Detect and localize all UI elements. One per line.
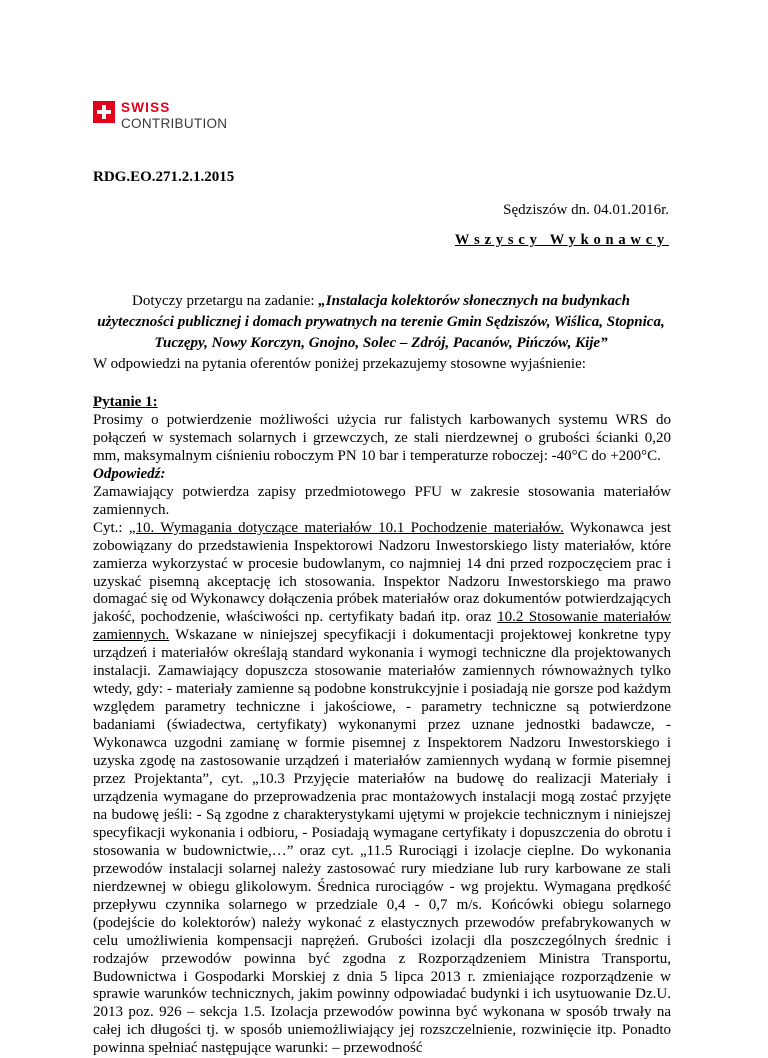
qa-body [93, 394, 671, 1058]
logo-text-contribution: CONTRIBUTION [121, 116, 228, 131]
section-10-heading: „10. Wymagania dotyczące materiałów 10.1 Pochodzenie materiałów. [128, 519, 564, 536]
reference-number: RDG.EO.271.2.1.2015 [93, 169, 235, 185]
logo-text-swiss: SWISS [121, 100, 171, 115]
question-1-heading: Pytanie 1: [93, 394, 158, 410]
subject-prefix: Dotyczy przetargu na zadanie: [131, 293, 319, 309]
tender-title: „Instalacja kolektorów słonecznych na budynkach użyteczności publicznej i domach prywatnych na terenie Gmin Sędziszów, Wiślica, Stopnica, Tuczępy, Nowy Korczyn, Gnojno, Solec – Zdrój, Pacanów, Pińczów, Kije” [97, 293, 665, 351]
subject-block [93, 291, 669, 354]
question-1-text: Prosimy o potwierdzenie możliwości użycia rur falistych karbowanych systemu WRS do połączeń w systemach solarnych i grzewczych, ze stali nierdzewnej o grubości ścianki 0,20 mm, maksymalnym ciśnieniu roboczym PN 10 bar i temperaturze roboczej: -40°C do +200°C. [93, 411, 671, 464]
citation-part-2: Wykonawca jest zobowiązany do przedstawienia Inspektorowi Nadzoru Inwestorskiego listy materiałów, które zamierza wykorzystać w procesie budowlanym, co najmniej 14 dni przed rozpoczęciem prac i uzyskać pisemną akceptację ich stosowania. Inspektor Nadzoru Inwestorskiego ma prawo domagać się od Wykonawcy dołączenia próbek materiałów oraz dokumentów potwierdzających jakość, pochodzenie, właściwości np. certyfikaty badań itp. oraz [93, 519, 672, 626]
swiss-cross-icon [93, 101, 115, 123]
answer-1-heading: Odpowiedź: [93, 465, 166, 482]
recipients-line: Wszyscy Wykonawcy [454, 232, 669, 248]
section-10-2-heading: 10.2 Stosowanie materiałów zamiennych. [93, 609, 671, 644]
citation-prefix: Cyt.: [93, 519, 129, 536]
swiss-contribution-logo [93, 101, 253, 137]
citation-part-3: Wskazane w niniejszej specyfikacji i dokumentacji projektowej konkretne typy urządzeń i materiałów określają standard wykonania i wymogi techniczne dla projektowanych instalacji. Zamawiający dopuszcza stosowanie materiałów zamiennych równoważnych tylko wtedy, gdy: - materiały zamienne są podobne konstrukcyjnie i posiadają nie gorsze pod każdym względem parametry techniczne i jakościowe, - parametry techniczne są potwierdzone badaniami (świadectwa, certyfikaty) wykonanymi przez uznane jednostki badawcze, - Wykonawca uzgodni zamianę w formie pisemnej z Inspektorem Nadzoru Inwestorskiego i uzyska zgodę na zastosowanie urządzeń i materiałów zamiennych wydaną w formie pisemnej przez Projektanta”, cyt. „10.3 Przyjęcie materiałów na budowę do realizacji Materiały i urządzenia wymagane do przeprowadzenia prac montażowych instalacji mogą zostać przyjęte na budowę jeśli: - Są zgodne z charakterystykami ujętymi w projekcie technicznym i niniejszej specyfikacji wykonania i odbioru, - Posiadają wymagane certyfikaty i dopuszczenia do obrotu i stosowania w budownictwie,…” oraz cyt. „11.5 Rurociągi i izolacje cieplne. Do wykonania przewodów instalacji solarnej należy zastosować rury miedziane lub rury karbowane ze stali nierdzewnej w obiegu glikolowym. Średnica rurociągów - wg projektu. Wymagana prędkość przepływu czynnika solarnego w przedziale 0,4 - 0,7 m/s. Końcówki obiegu solarnego (podejście do kolektorów) należy wykonać z elastycznych przewodów prefabrykowanych w celu umożliwienia kompensacji naprężeń. Grubości izolacji dla poszczególnych średnic i rodzajów przewodów powinna być zgodna z Rozporządzeniem Ministra Transportu, Budownictwa i Gospodarki Morskiej z dnia 5 lipca 2013 r. zmieniające rozporządzenie w sprawie warunków technicznych, jakim powinny odpowiadać budynki i ich usytuowanie Dz.U. 2013 poz. 926 – sekcja 1.5. Izolacja przewodów powinna być wykonana w sposób trwały na całej ich długości tj. w sposób uniemożliwiający jej rozszczelnienie, rozwinięcie itp. Ponadto powinna spełniać następujące warunki: – przewodność [93, 627, 671, 1057]
answer-1-citation [93, 520, 671, 1058]
intro-sentence: W odpowiedzi na pytania oferentów poniżej przekazujemy stosowne wyjaśnienie: [93, 356, 586, 372]
answer-1-intro: Zamawiający potwierdza zapisy przedmiotowego PFU w zakresie stosowania materiałów zamiennych. [93, 483, 671, 518]
date-line: Sędziszów dn. 04.01.2016r. [503, 202, 669, 218]
